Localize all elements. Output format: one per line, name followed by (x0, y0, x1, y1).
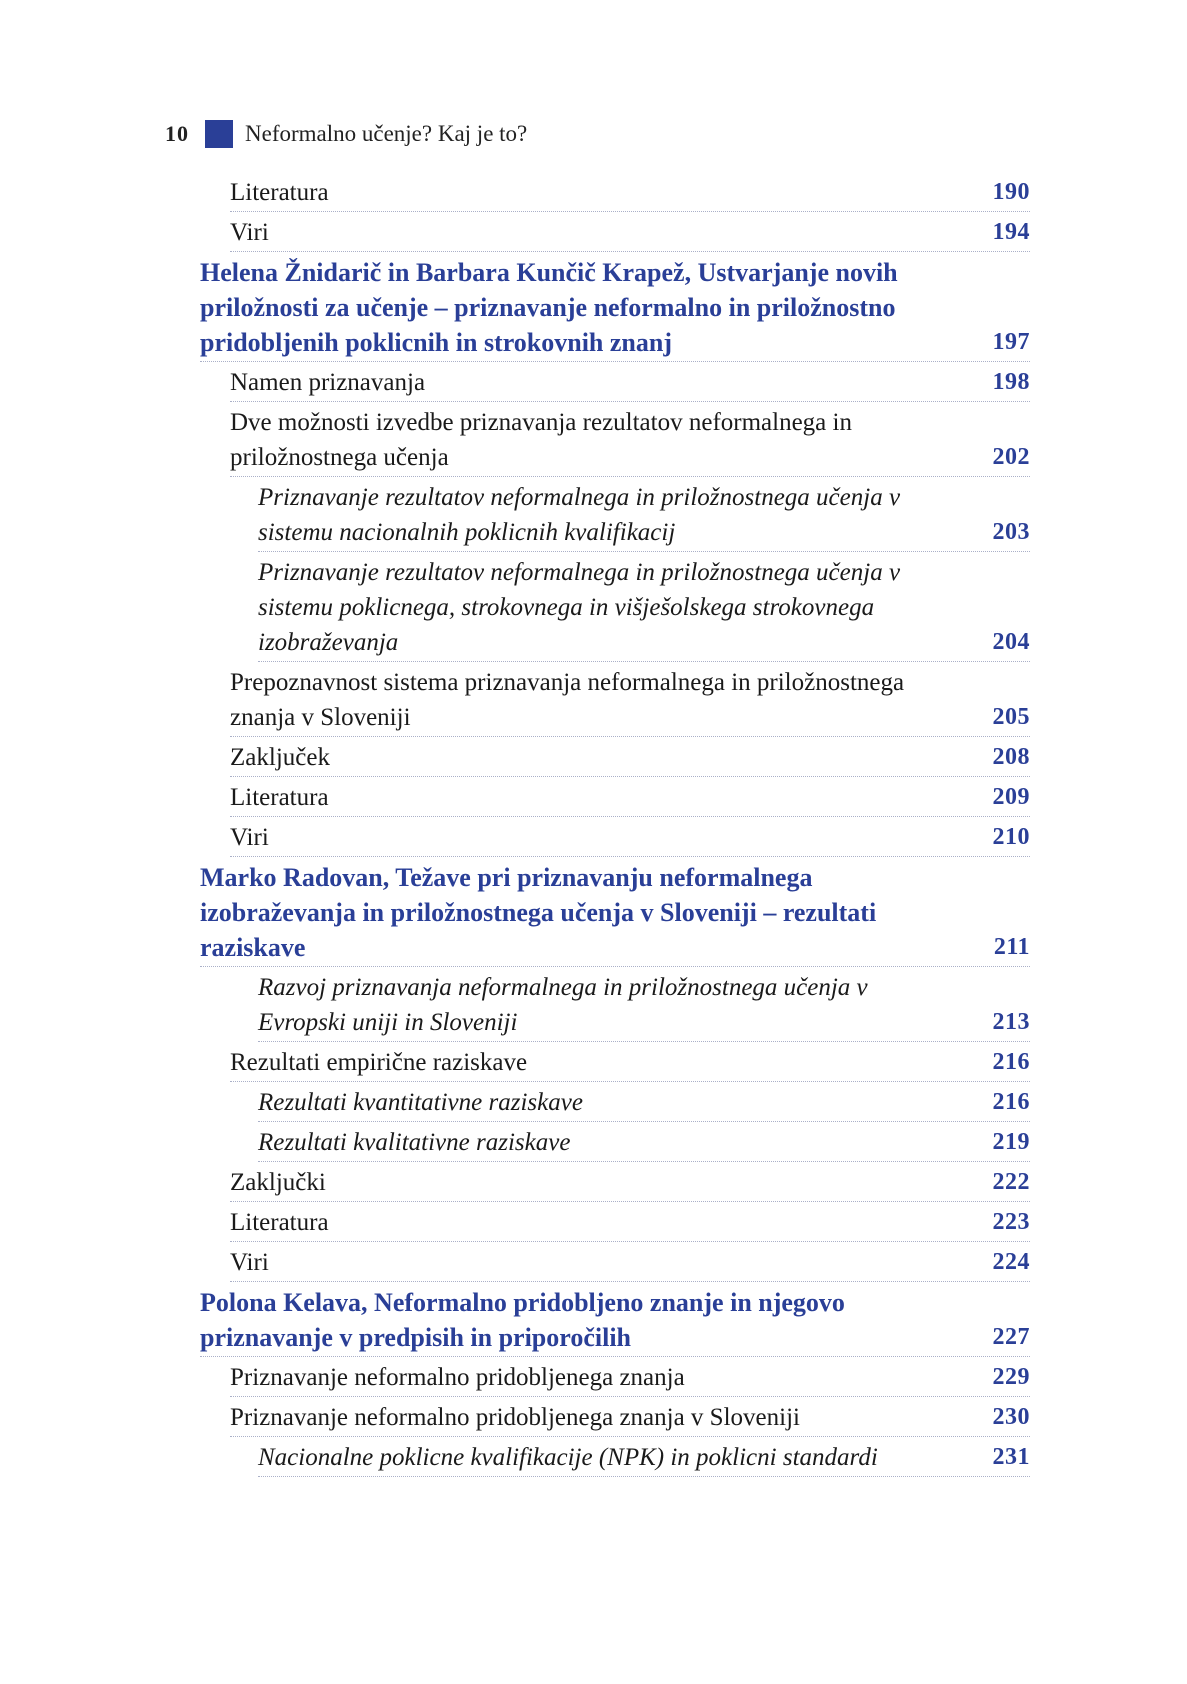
toc-section-entry[interactable] (230, 1042, 1030, 1082)
toc-section-entry[interactable] (230, 402, 1030, 477)
toc-entry-page: 219 (992, 1129, 1030, 1155)
toc-entry-page: 223 (992, 1209, 1030, 1235)
toc-entry-title: Rezultati kvantitativne raziskave (258, 1089, 583, 1116)
blue-square-marker-icon (205, 120, 233, 148)
toc-section-entry[interactable] (230, 662, 1030, 737)
toc-entry-title: Viri (230, 824, 269, 851)
toc-entry-page: 204 (992, 629, 1030, 655)
toc-entry-page: 229 (992, 1364, 1030, 1390)
table-of-contents (200, 172, 1030, 1477)
toc-entry-page: 203 (992, 519, 1030, 545)
toc-subsection-entry[interactable] (258, 552, 1030, 662)
toc-section-entry[interactable] (230, 817, 1030, 857)
toc-entry-page: 230 (992, 1404, 1030, 1430)
toc-entry-page: 216 (992, 1049, 1030, 1075)
running-title: Neformalno učenje? Kaj je to? (245, 121, 528, 146)
toc-subsection-entry[interactable] (258, 967, 1030, 1042)
toc-entry-title: Priznavanje neformalno pridobljenega znanja (230, 1364, 685, 1391)
toc-section-entry[interactable] (230, 777, 1030, 817)
toc-entry-page: 208 (992, 744, 1030, 770)
toc-entry-page: 231 (992, 1444, 1030, 1470)
toc-entry-title: Priznavanje rezultatov neformalnega in priložnostnega učenja v sistemu nacionalnih poklicnih kvalifikacij (258, 484, 901, 546)
toc-entry-title: Nacionalne poklicne kvalifikacije (NPK) in poklicni standardi (258, 1444, 878, 1471)
toc-entry-page: 211 (993, 934, 1030, 960)
toc-entry-page: 209 (992, 784, 1030, 810)
toc-chapter-entry[interactable] (200, 857, 1030, 967)
toc-entry-title: Polona Kelava, Neformalno pridobljeno znanje in njegovo priznavanje v predpisih in priporočilih (200, 1288, 845, 1352)
toc-subsection-entry[interactable] (258, 1437, 1030, 1477)
toc-entry-page: 210 (992, 824, 1030, 850)
toc-section-entry[interactable] (230, 1242, 1030, 1282)
toc-entry-title: Literatura (230, 1209, 329, 1236)
toc-entry-title: Helena Žnidarič in Barbara Kunčič Krapež, Ustvarjanje novih priložnosti za učenje – priznavanje neformalno in priložnostno pridobljenih poklicnih in strokovnih znanj (200, 258, 898, 357)
toc-entry-title: Priznavanje neformalno pridobljenega znanja v Sloveniji (230, 1404, 800, 1431)
toc-subsection-entry[interactable] (258, 1082, 1030, 1122)
toc-subsection-entry[interactable] (258, 1122, 1030, 1162)
toc-entry-page: 202 (992, 444, 1030, 470)
toc-entry-page: 205 (992, 704, 1030, 730)
toc-entry-title: Rezultati kvalitativne raziskave (258, 1129, 571, 1156)
toc-entry-title: Namen priznavanja (230, 369, 426, 396)
page-number: 10 (165, 121, 189, 146)
toc-entry-title: Rezultati empirične raziskave (230, 1049, 528, 1076)
toc-entry-page: 213 (992, 1009, 1030, 1035)
toc-section-entry[interactable] (230, 362, 1030, 402)
running-header (165, 120, 527, 148)
toc-chapter-entry[interactable] (200, 1282, 1030, 1357)
toc-entry-page: 222 (992, 1169, 1030, 1195)
toc-entry-page: 194 (992, 219, 1030, 245)
toc-section-entry[interactable] (230, 172, 1030, 212)
toc-entry-page: 190 (992, 179, 1030, 205)
toc-section-entry[interactable] (230, 1202, 1030, 1242)
toc-entry-title: Priznavanje rezultatov neformalnega in priložnostnega učenja v sistemu poklicnega, strokovnega in višješolskega strokovnega izobraževanja (258, 559, 901, 656)
toc-section-entry[interactable] (230, 212, 1030, 252)
toc-section-entry[interactable] (230, 1397, 1030, 1437)
toc-entry-page: 197 (992, 329, 1030, 355)
toc-entry-page: 227 (992, 1324, 1030, 1350)
toc-entry-title: Prepoznavnost sistema priznavanja neformalnega in priložnostnega znanja v Sloveniji (230, 669, 905, 731)
toc-section-entry[interactable] (230, 1162, 1030, 1202)
toc-entry-page: 198 (992, 369, 1030, 395)
toc-entry-title: Literatura (230, 179, 329, 206)
toc-entry-title: Dve možnosti izvedbe priznavanja rezultatov neformalnega in priložnostnega učenja (230, 409, 852, 471)
toc-entry-title: Viri (230, 219, 269, 246)
toc-entry-page: 216 (992, 1089, 1030, 1115)
toc-entry-title: Viri (230, 1249, 269, 1276)
toc-entry-title: Literatura (230, 784, 329, 811)
toc-section-entry[interactable] (230, 737, 1030, 777)
toc-entry-title: Zaključek (230, 744, 330, 771)
toc-entry-title: Marko Radovan, Težave pri priznavanju neformalnega izobraževanja in priložnostnega učenja v Sloveniji – rezultati raziskave (200, 863, 877, 962)
toc-subsection-entry[interactable] (258, 477, 1030, 552)
toc-entry-title: Razvoj priznavanja neformalnega in priložnostnega učenja v Evropski uniji in Sloveniji (258, 974, 868, 1036)
toc-chapter-entry[interactable] (200, 252, 1030, 362)
toc-entry-page: 224 (992, 1249, 1030, 1275)
toc-section-entry[interactable] (230, 1357, 1030, 1397)
toc-entry-title: Zaključki (230, 1169, 326, 1196)
